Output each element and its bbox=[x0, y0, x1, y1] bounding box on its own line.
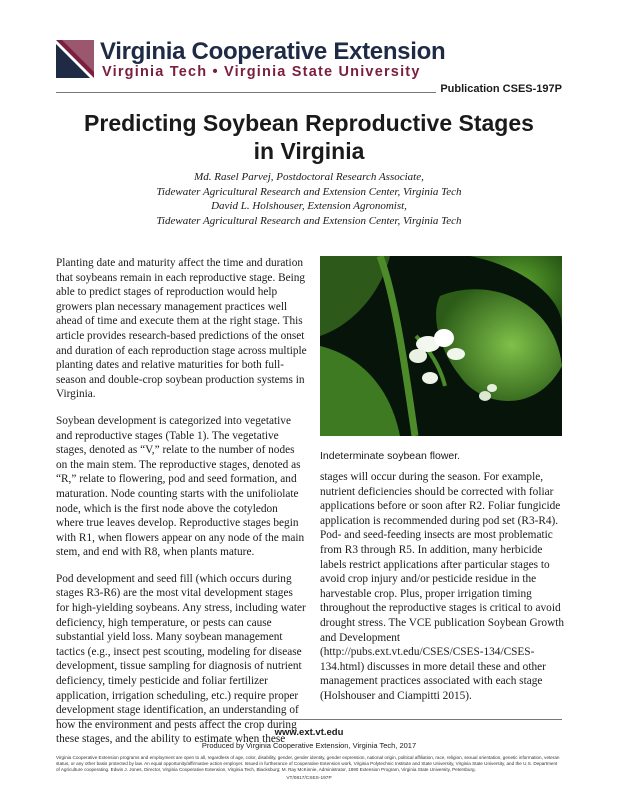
brand-institutions: Virginia Tech • Virginia State University bbox=[102, 64, 421, 80]
footer-publication-code: VT/0817/CSES-197P bbox=[286, 776, 332, 781]
footer-rule bbox=[56, 719, 562, 720]
brand-name: Virginia Cooperative Extension bbox=[100, 38, 446, 65]
footer-produced-by: Produced by Virginia Cooperative Extension, Virginia Tech, 2017 bbox=[201, 741, 417, 750]
header-rule bbox=[56, 92, 436, 93]
publication-number: Publication CSES-197P bbox=[440, 83, 562, 95]
paragraph: Planting date and maturity affect the time and duration that soybeans remain in each reproductive stage. Being able to predict stages of reproduction would help growers plan necessary management practices well ahead of time and execute them at the right stage. This article provides research-based predictions of the onset and duration of each reproduction stage across multiple planting dates and relative maturities for both full-season and double-crop soybean production systems in Virginia. bbox=[56, 257, 307, 401]
paragraph: Soybean development is categorized into vegetative and reproductive stages (Table 1). The vegetative stages, denoted as “V,” relate to the number of nodes on the main stem. The reproductive stages, denoted as “R,” relate to flowering, pod and seed formation, and maturation. Node counting starts with the unifoliolate node, which is the first node above the cotyledon where true leaves develop. Reproductive stages begin with R1, when flowers appear on any node of the main stem, and end with R8, when plants mature. bbox=[56, 414, 305, 559]
paragraph: stages will occur during the season. For example, nutrient deficiencies should be corrected with foliar applications before or soon after R2. Foliar fungicide application is recommended during pod set (R3-R4). Pod- and seed-feeding insects are most problematic from R3 through R5. In addition, many herbicide labels restrict applications after particular stages to avoid crop injury and/or pesticide residue in the harvestable crop. Plus, proper irrigation timing throughout the reproductive stages is critical to avoid drought stress. The VCE publication Soybean Growth and Development (http://pubs.ext.vt.edu/CSES/CSES-134/CSES-134.html) discusses in more detail these and other management practices associated with each stage (Holshouser and Ciampitti 2015). bbox=[320, 471, 565, 702]
left-column bbox=[56, 256, 308, 759]
title-line-1: Predicting Soybean Reproductive Stages bbox=[84, 110, 534, 136]
footer-legal-text: Virginia Cooperative Extension programs and employment are open to all, regardless of age, color, disability, gender, gender identity, gender expression, national origin, political affiliation, race, religion, sexual orientation, genetic information, veteran status, or any other basis protected by law. An equal opportunity/affirmative action employer. Issued in furtherance of Cooperative Extension work, Virginia Polytechnic Institute and State University, Virginia State University, and the U.S. Department of Agriculture cooperating. Edwin J. Jones, Director, Virginia Cooperative Extension, Virginia Tech, Blacksburg; M. Ray McKinnie, Administrator, 1890 Extension Program, Virginia State University, Petersburg. bbox=[56, 755, 560, 772]
author-line: Tidewater Agricultural Research and Extension Center, Virginia Tech bbox=[156, 185, 462, 198]
author-line: Md. Rasel Parvej, Postdoctoral Research Associate, bbox=[194, 171, 424, 183]
author-line: Tidewater Agricultural Research and Extension Center, Virginia Tech bbox=[156, 214, 462, 227]
title-line-2: in Virginia bbox=[253, 138, 365, 164]
footer-url: www.ext.vt.edu bbox=[274, 727, 344, 738]
authors-block bbox=[56, 170, 562, 228]
paragraph: Pod development and seed fill (which occurs during stages R3-R6) are the most vital development stages for high-yielding soybeans. Any stress, including water deficiency, high temperature, or pests can cause substantial yield loss. Many soybean management tactics (e.g., insect pest scouting, modeling for disease development, tissue sampling for diagnosis of nutrient deficiency, timely pesticide and foliar fertilizer application, irrigation scheduling, etc.) require proper development stage identification, an understanding of how the environment and pests affect the crop during these stages, and the ability to estimate when these bbox=[56, 572, 306, 746]
page-title bbox=[56, 109, 562, 165]
right-column bbox=[320, 470, 566, 716]
vce-logo-icon bbox=[56, 40, 94, 78]
soybean-flower-photo bbox=[320, 256, 562, 436]
photo-caption: Indeterminate soybean flower. bbox=[320, 450, 461, 462]
author-line: David L. Holshouser, Extension Agronomist, bbox=[211, 200, 407, 212]
